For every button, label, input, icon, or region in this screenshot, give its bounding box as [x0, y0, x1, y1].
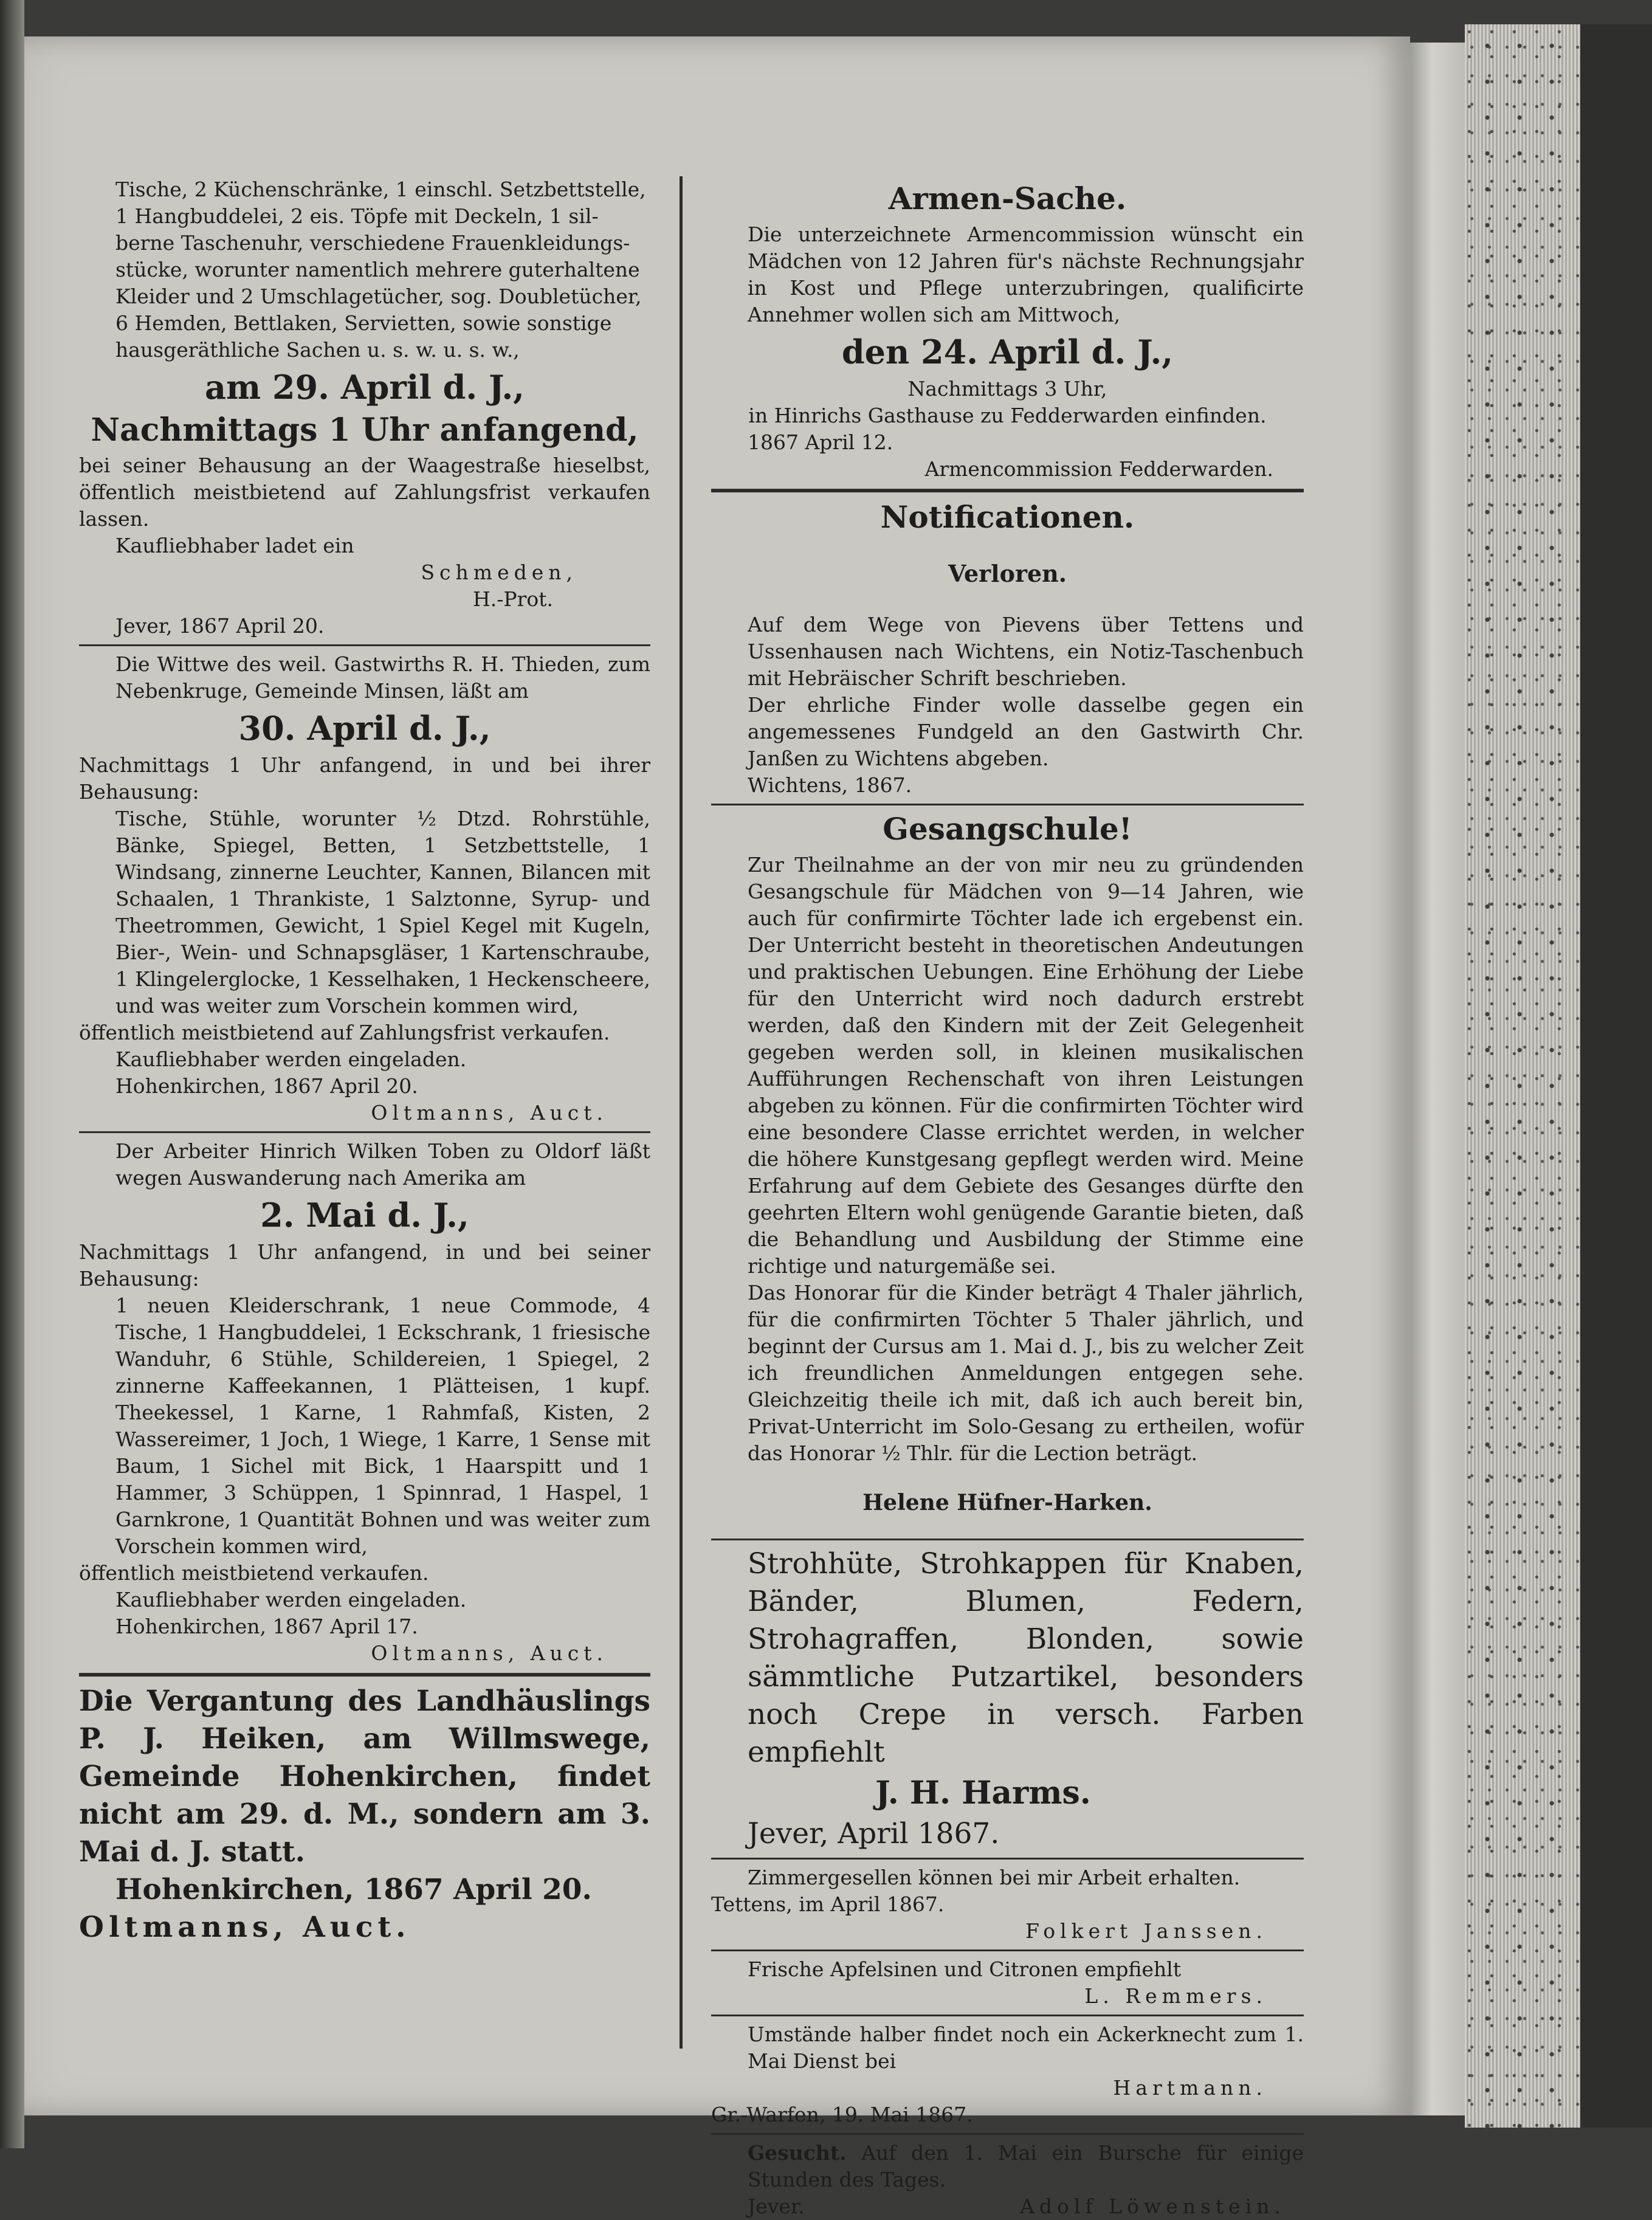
auction-time: Nachmittags 1 Uhr anfangend, in und bei ihrer Behausung: — [79, 753, 650, 804]
ad-place-date: Gr.-Warfen, 19. Mai 1867. — [711, 2103, 973, 2126]
notice-body: Der ehrliche Finder wolle dasselbe gegen ein angemessenes Fundgeld an den Gastwirth Chr. Janßen zu Wichtens abgeben. — [748, 693, 1304, 770]
notice-body: Die Vergantung des Landhäuslings P. J. Heiken, am Willmswege, Gemeinde Hohenkirchen, findet nicht am 29. d. M., sondern am 3. Mai d. J. statt. — [79, 1684, 650, 1869]
ad-intro: Die Wittwe des weil. Gastwirths R. H. Thieden, zum Nebenkruge, Gemeinde Minsen, läßt am — [115, 652, 650, 703]
column-divider — [680, 176, 683, 2049]
ad-separator — [711, 1539, 1304, 1540]
ad-signature: Hartmann. — [1113, 2076, 1267, 2100]
ad-body: Frische Apfelsinen und Citronen empfiehlt — [748, 1957, 1182, 1981]
oranges-ad — [711, 1956, 1304, 2010]
ad-heading: Gesangschule! — [883, 811, 1132, 847]
ad-separator — [79, 644, 650, 646]
ad-body: bei seiner Behausung an der Waagestraße hieselbst, öffentlich meistbietend auf Zahlungsfrist verkaufen lassen. — [79, 453, 650, 531]
auction-date: am 29. April d. J., — [205, 368, 525, 407]
ad-place-date: Jever, April 1867. — [748, 1817, 1000, 1850]
notifications-section — [711, 498, 1304, 799]
ad-invite: Kaufliebhaber werden eingeladen. — [115, 1588, 467, 1612]
auction-time: Nachmittags 1 Uhr anfangend, in und bei seiner Behausung: — [79, 1240, 650, 1291]
ad-separator — [79, 1131, 650, 1133]
ad-place-date: Hohenkirchen, 1867 April 17. — [115, 1615, 418, 1638]
ad-body: Umstände halber findet noch ein Ackerknecht zum 1. Mai Dienst bei — [748, 2022, 1304, 2073]
section-separator — [711, 489, 1304, 492]
ad-signature: Adolf Löwenstein. — [1020, 2194, 1285, 2218]
auction-date: 2. Mai d. J., — [260, 1196, 469, 1235]
poor-relief-notice — [711, 180, 1304, 483]
ad-line: Kleider und 2 Umschlagetücher, sog. Doubletücher, — [115, 284, 642, 308]
signature-title: H.-Prot. — [472, 587, 553, 611]
left-column — [79, 176, 650, 1946]
notice-date: den 24. April d. J., — [841, 333, 1174, 371]
notice-place-date: Hohenkirchen, 1867 April 20. — [115, 1873, 592, 1906]
ad-line: 1 Hangbuddelei, 2 eis. Töpfe mit Deckeln, 1 sil- — [115, 204, 599, 228]
farmhand-ad — [711, 2021, 1304, 2128]
ad-intro: Der Arbeiter Hinrich Wilken Toben zu Oldorf läßt wegen Auswanderung nach Amerika am — [115, 1139, 650, 1190]
auction-ad-2 — [79, 651, 650, 1126]
ad-line: Tische, 2 Küchenschränke, 1 einschl. Setzbettstelle, — [115, 178, 646, 201]
ad-separator — [79, 1673, 650, 1677]
ad-label: Gesucht. — [748, 2141, 847, 2165]
notice-body: Die unterzeichnete Armencommission wünscht ein Mädchen von 12 Jahren für's nächste Rechnungsjahr in Kost und Pflege unterzubringen, qualificirte Annehmer wollen sich am Mittwoch, — [748, 222, 1304, 326]
ad-signature: Oltmanns, Auct. — [371, 1101, 608, 1125]
ad-place-date: Tettens, im April 1867. — [711, 1892, 945, 1916]
ad-body: Auf den 1. Mai ein Bursche für einige Stunden des Tages. — [748, 2141, 1304, 2191]
auction-notice-4 — [79, 1683, 650, 1946]
auction-ad-1 — [79, 176, 650, 639]
auction-date: 30. April d. J., — [238, 709, 491, 748]
item-list: Tische, Stühle, worunter ½ Dtzd. Rohrstühle, Bänke, Spiegel, Betten, 1 Setzbettstelle, 1 Windsang, zinnerne Leuchter, Kannen, Bilancen mit Schaalen, 1 Thrankiste, 1 Salztonne, Syrup- und Theetrommen, Gewicht, 1 Spiel Kegel mit Kugeln, Bier-, Wein- und Schnapsgläser, 1 Kartenschraube, 1 Klingelerglocke, 1 Kesselhaken, 1 Heckenscheere, und was weiter zum Vorschein kommen wird, — [115, 807, 650, 1018]
ad-sale: öffentlich meistbietend auf Zahlungsfrist verkaufen. — [79, 1021, 610, 1044]
section-heading: Armen-Sache. — [888, 181, 1127, 216]
ad-separator — [711, 1858, 1304, 1860]
ad-place-date: Jever, 1867 April 20. — [115, 614, 325, 638]
ad-separator — [711, 2133, 1304, 2135]
previous-page-edge — [0, 0, 24, 2148]
straw-hats-ad — [711, 1545, 1304, 1853]
ad-invite: Kaufliebhaber werden eingeladen. — [115, 1047, 467, 1071]
ad-sale: öffentlich meistbietend verkaufen. — [79, 1561, 429, 1585]
ad-separator — [711, 1949, 1304, 1951]
page-gutter — [1410, 43, 1465, 2115]
ad-signature: L. Remmers. — [1084, 1984, 1267, 2008]
ad-line: hausgeräthliche Sachen u. s. w. u. s. w., — [115, 338, 520, 362]
ad-line: berne Taschenuhr, verschiedene Frauenkleidungs- — [115, 231, 630, 255]
notice-place: Wichtens, 1867. — [748, 773, 912, 797]
background-shadow — [1580, 24, 1652, 2128]
ad-body: Strohhüte, Strohkappen für Knaben, Bänder, Blumen, Federn, Strohagraffen, Blonden, sowie sämmtliche Putzartikel, besonders noch Crepe in versch. Farben empfiehlt — [748, 1547, 1304, 1769]
ad-line: stücke, worunter namentlich mehrere guterhaltene — [115, 258, 640, 281]
ad-line: 6 Hemden, Bettlaken, Servietten, sowie sonstige — [115, 311, 612, 335]
ad-signature: Helene Hüfner-Harken. — [862, 1490, 1152, 1515]
auction-time: Nachmittags 1 Uhr anfangend, — [91, 412, 639, 449]
notice-time: Nachmittags 3 Uhr, — [907, 377, 1107, 401]
notice-signature: Oltmanns, Auct. — [79, 1911, 411, 1944]
item-list: 1 neuen Kleiderschrank, 1 neue Commode, 4 Tische, 1 Hangbuddelei, 1 Eckschrank, 1 friesische Wanduhr, 6 Stühle, Schildereien, 1 Spiegel, 2 zinnerne Kaffeekannen, 1 Plätteisen, 1 kupf. Theekessel, 1 Karne, 1 Rahmfaß, Kisten, 2 Wassereimer, 1 Joch, 1 Wiege, 1 Karre, 1 Sense mit Baum, 1 Sichel mit Bick, 1 Haarspitt und 1 Hammer, 3 Schüppen, 1 Spinnrad, 1 Haspel, 1 Garnkrone, 1 Quantität Bohnen und was weiter zum Vorschein kommen wird, — [115, 1294, 650, 1558]
notice-dated: 1867 April 12. — [748, 430, 893, 454]
ad-body: Das Honorar für die Kinder beträgt 4 Thaler jährlich, für die confirmirten Töchter 5 Thaler jährlich, und beginnt der Cursus am 1. Mai d. J., bis zu welcher Zeit ich freundlichen Anmeldungen entgegen sehe. Gleichzeitig theile ich mit, daß ich auch bereit bin, Privat-Unterricht im Solo-Gesang zu ertheilen, wofür das Honorar ½ Thlr. für die Lection beträgt. — [748, 1281, 1304, 1465]
ad-separator — [711, 804, 1304, 805]
notice-body: Auf dem Wege von Pievens über Tettens und Ussenhausen nach Wichtens, ein Notiz-Taschenbuch mit Hebräischer Schrift beschrieben. — [748, 613, 1304, 690]
ad-body: Zur Theilnahme an der von mir neu zu gründenden Gesangschule für Mädchen von 9—14 Jahren, wie auch für confirmirte Töchter lade ich ergebenst ein. Der Unterricht besteht in theoretischen Andeutungen und praktischen Uebungen. Eine Erhöhung der Liebe für den Unterricht wird noch dadurch erstrebt werden, daß den Kindern mit der Zeit Gelegenheit gegeben werden soll, in kleinen musikalischen Aufführungen Rechenschaft von ihren Leistungen abgeben zu können. Für die confirmirten Töchter wird eine besondere Classe errichtet werden, in welcher die höhere Kunstgesang gepflegt werden wird. Meine Erfahrung auf dem Gebiete des Gesanges dürfte den geehrten Eltern wohl genügende Garantie bieten, daß die Behandlung und Ausbildung der Stimme eine richtige und naturgemäße sei. — [748, 853, 1304, 1278]
signature-name: Schmeden, — [421, 560, 577, 584]
right-column — [711, 176, 1304, 2220]
auction-ad-3 — [79, 1138, 650, 1667]
ad-signature: Oltmanns, Auct. — [371, 1641, 608, 1665]
ad-place: Jever. — [748, 2194, 805, 2218]
wanted-ad — [711, 2140, 1304, 2220]
section-heading: Notificationen. — [880, 499, 1135, 535]
ad-place-date: Hohenkirchen, 1867 April 20. — [115, 1074, 418, 1098]
subsection-heading: Verloren. — [948, 560, 1067, 587]
notice-place: in Hinrichs Gasthause zu Fedderwarden einfinden. — [748, 404, 1267, 427]
notice-signature: Armencommission Fedderwarden. — [924, 457, 1273, 481]
carpenters-ad — [711, 1864, 1304, 1945]
ad-invite: Kaufliebhaber ladet ein — [115, 534, 354, 557]
singing-school-ad — [711, 810, 1304, 1517]
ad-separator — [711, 2015, 1304, 2016]
ad-body: Zimmergesellen können bei mir Arbeit erhalten. — [748, 1866, 1241, 1889]
ad-signature: J. H. Harms. — [875, 1774, 1091, 1812]
ad-signature: Folkert Janssen. — [1025, 1919, 1267, 1943]
